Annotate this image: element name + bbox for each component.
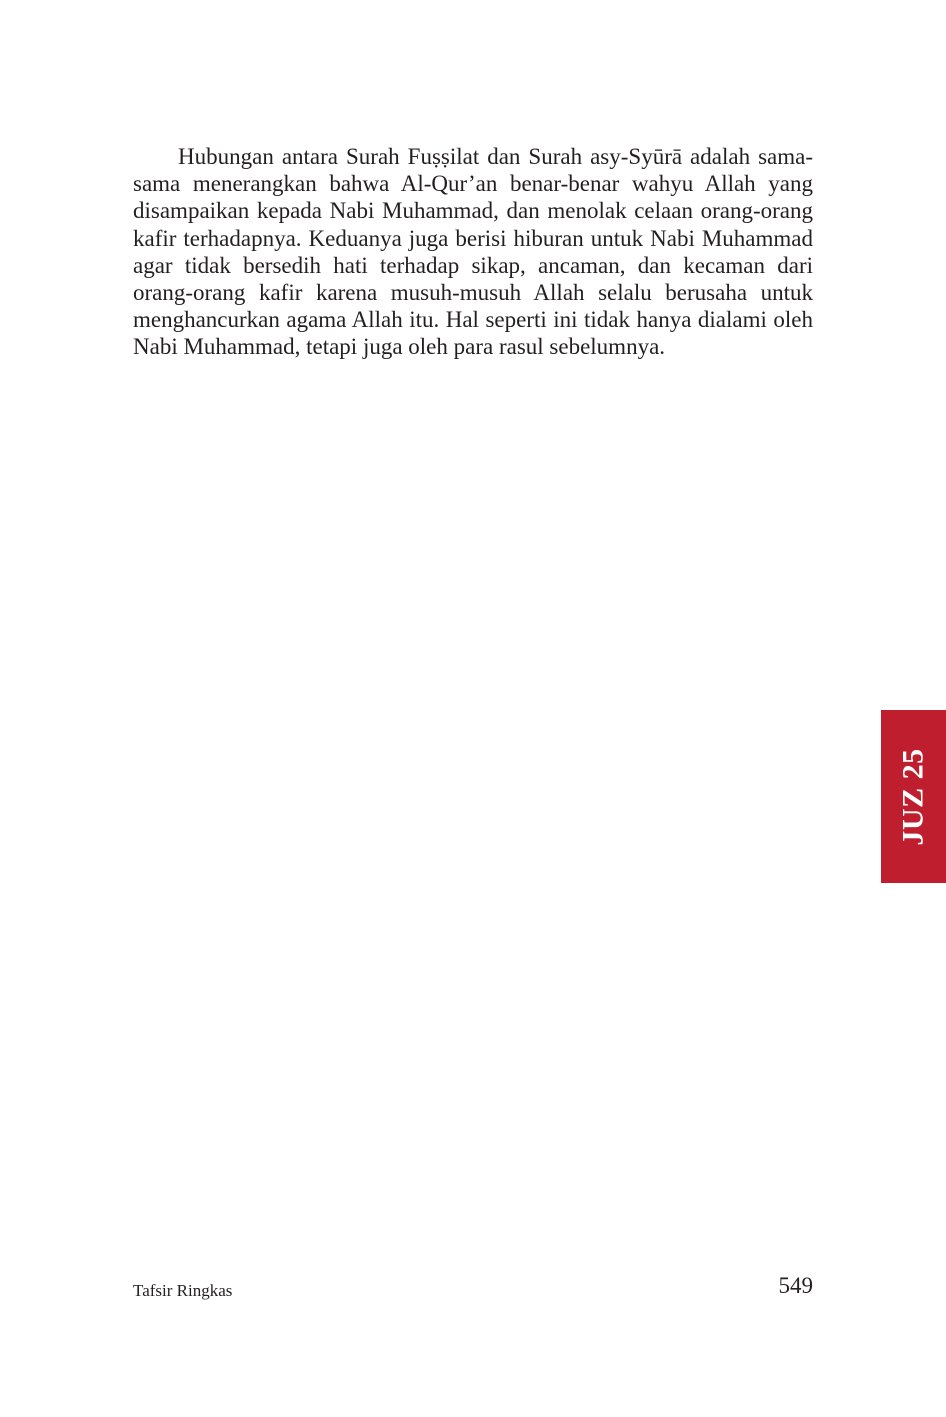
juz-tab-label: JUZ 25 bbox=[896, 747, 930, 846]
body-paragraph: Hubungan antara Surah Fuṣṣilat dan Surah asy-Syūrā adalah sama-sama menerangkan bahwa Al-Qur’an benar-benar wahyu Allah yang disampaikan kepada Nabi Muhammad, dan menolak celaan orang-orang kafir terhadapnya. Keduanya juga berisi hiburan untuk Nabi Muhammad agar tidak bersedih hati terhadap sikap, ancaman, dan kecaman dari orang-orang kafir karena musuh-musuh Allah selalu berusaha untuk menghancurkan agama Allah itu. Hal seperti ini tidak hanya dialami oleh Nabi Muhammad, tetapi juga oleh para rasul sebelumnya. bbox=[133, 144, 813, 360]
page-number: 549 bbox=[778, 1273, 813, 1298]
footer-book-title: Tafsir Ringkas bbox=[133, 1281, 233, 1300]
main-content bbox=[133, 143, 813, 361]
juz-tab bbox=[881, 710, 946, 883]
